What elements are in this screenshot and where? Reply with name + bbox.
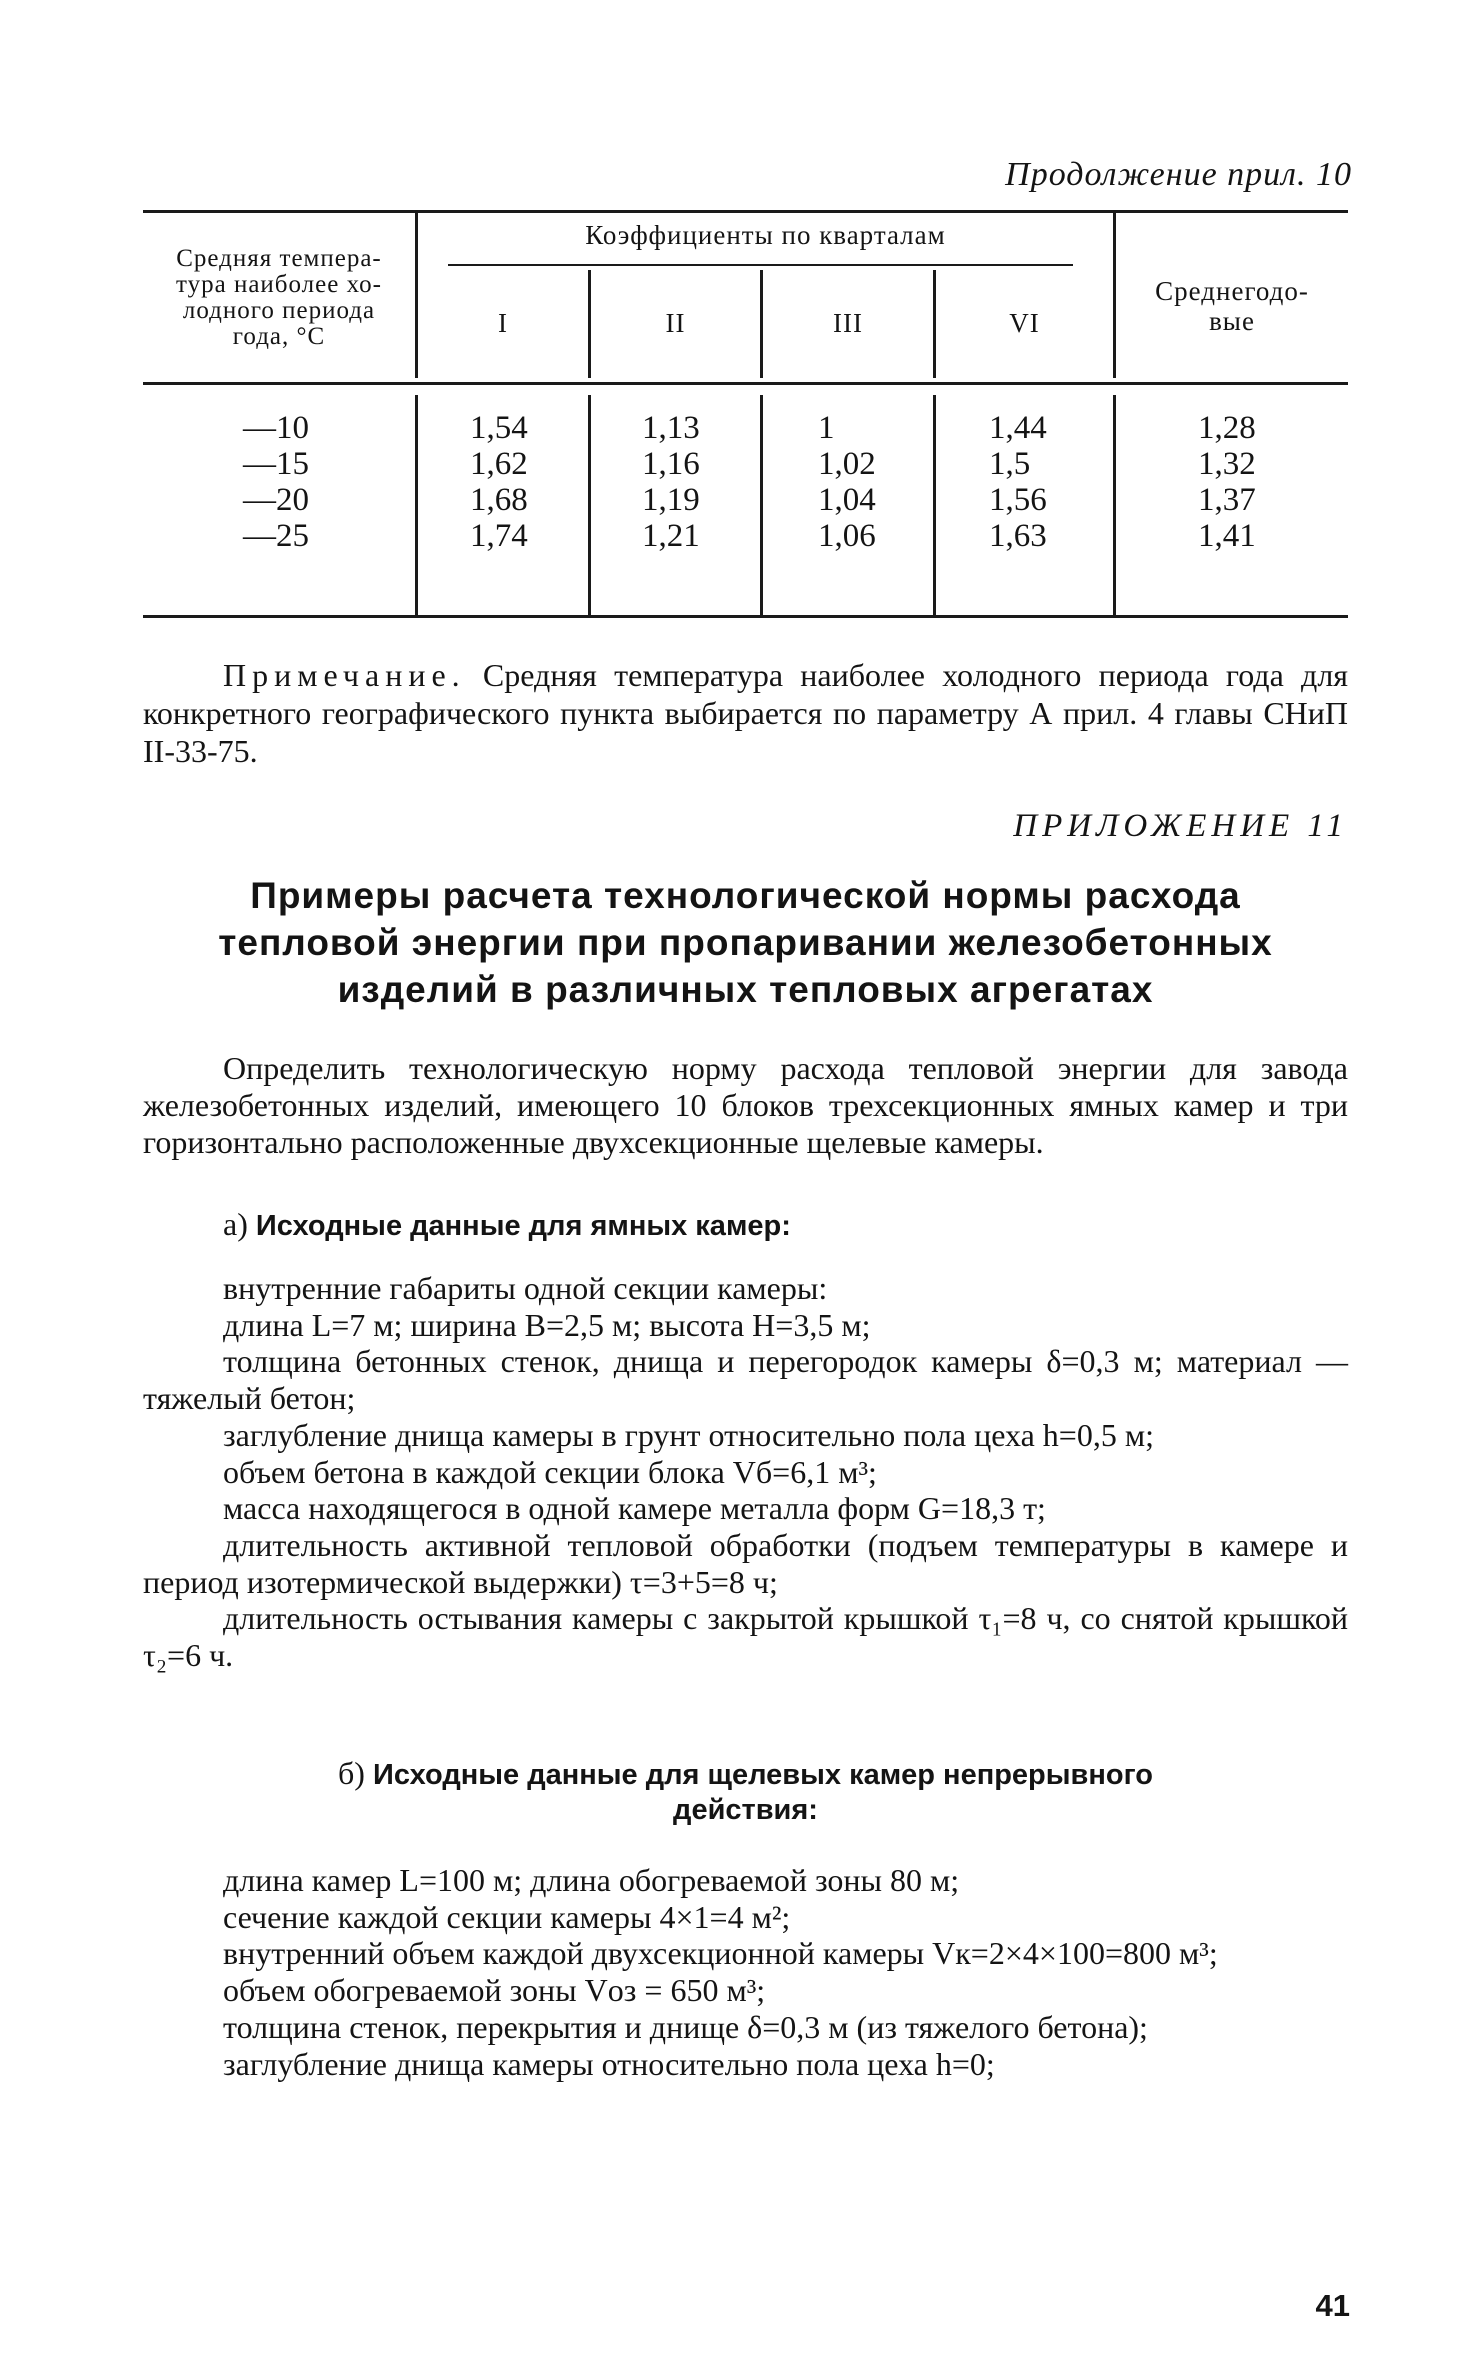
- intro-paragraph: Определить технологическую норму расхода тепловой энергии для завода железобетонных изделий, имеющего 10 блоков трехсекционных ямных камер и три горизонтально расположенные двухсекционные щелевые камеры.: [143, 1050, 1348, 1160]
- quarter-header: I: [498, 308, 508, 338]
- list-item: внутренний объем каждой двухсекционной камеры Vк=2×4×100=800 м³;: [223, 1935, 1218, 1972]
- table-col-divider: [415, 395, 418, 615]
- temperature-column-header: Средняя темпера- тура наиболее хо- лодного периода года, °С: [176, 245, 382, 350]
- table-col-divider: [933, 395, 936, 615]
- list-item: длительность остывания камеры с закрытой крышкой τ₁=8 ч, со снятой крышкой τ₂=6 ч.: [143, 1600, 1348, 1674]
- table-bottom-rule: [143, 615, 1348, 618]
- list-item: толщина стенок, перекрытия и днище δ=0,3 м (из тяжелого бетона);: [223, 2008, 1148, 2045]
- table-col-divider: [1113, 395, 1116, 615]
- q1-values: 1,54 1,62 1,68 1,74: [470, 410, 528, 554]
- table-group-rule: [448, 264, 1073, 266]
- q4-values: 1,44 1,5 1,56 1,63: [989, 410, 1047, 554]
- list-item: заглубление днища камеры относительно пола цеха h=0;: [223, 2045, 995, 2082]
- quarters-group-header: Коэффициенты по кварталам: [585, 220, 946, 250]
- quarter-header: II: [665, 308, 686, 338]
- list-item: объем бетона в каждой секции блока Vб=6,1 м³;: [223, 1453, 877, 1490]
- list-item: внутренние габариты одной секции камеры:: [223, 1270, 828, 1306]
- list-item: длина L=7 м; ширина B=2,5 м; высота H=3,5 м;: [223, 1306, 871, 1343]
- appendix-label: ПРИЛОЖЕНИЕ 11: [1013, 808, 1348, 844]
- note-text: Средняя температура наиболее холодного периода года для конкретного географического пункта выбирается по параметру А прил. 4 главы СНиП II-33-75.: [143, 657, 1349, 769]
- list-item: масса находящегося в одной камере металла форм G=18,3 т;: [223, 1490, 1046, 1527]
- continuation-header: Продолжение прил. 10: [1005, 156, 1352, 193]
- page-number: 41: [1315, 2288, 1350, 2323]
- coefficients-table: [143, 210, 1348, 620]
- section-b-items: [143, 1862, 1348, 2082]
- section-a-heading: а) Исходные данные для ямных камер:: [223, 1206, 791, 1242]
- annual-average-header: Среднегодо- вые: [1155, 276, 1309, 336]
- list-item: длина камер L=100 м; длина обогреваемой зоны 80 м;: [223, 1862, 960, 1898]
- table-note: [143, 656, 1348, 770]
- list-item: заглубление днища камеры в грунт относительно пола цеха h=0,5 м;: [223, 1416, 1154, 1453]
- table-header-rule: [143, 382, 1348, 385]
- q2-values: 1,13 1,16 1,19 1,21: [642, 410, 700, 554]
- section-b-heading: б) Исходные данные для щелевых камер непрерывного действия:: [337, 1755, 1154, 1826]
- q3-values: 1 1,02 1,04 1,06: [818, 410, 876, 554]
- table-col-divider: [588, 395, 591, 615]
- appendix-title: Примеры расчета технологической нормы расхода тепловой энергии при пропаривании железобетонных изделий в различных тепловых агрегатах: [218, 875, 1273, 1010]
- table-top-rule: [143, 210, 1348, 213]
- quarter-header: VI: [1009, 308, 1040, 338]
- section-a-marker: а): [223, 1206, 248, 1242]
- list-item: объем обогреваемой зоны Vоз = 650 м³;: [223, 1972, 766, 2009]
- list-item: толщина бетонных стенок, днища и перегородок камеры δ=0,3 м; материал — тяжелый бетон;: [143, 1343, 1348, 1417]
- section-a-items: [143, 1270, 1348, 1674]
- annual-values: 1,28 1,32 1,37 1,41: [1198, 410, 1256, 554]
- section-b-marker: б): [337, 1755, 365, 1791]
- list-item: длительность активной тепловой обработки (подъем температуры в камере и период изотермической выдержки) τ=3+5=8 ч;: [143, 1526, 1348, 1600]
- note-label: Примечание.: [223, 657, 466, 693]
- list-item: сечение каждой секции камеры 4×1=4 м²;: [223, 1898, 791, 1935]
- temperature-values: —10 —15 —20 —25: [243, 410, 309, 554]
- quarter-header: III: [833, 308, 863, 338]
- table-col-divider: [760, 395, 763, 615]
